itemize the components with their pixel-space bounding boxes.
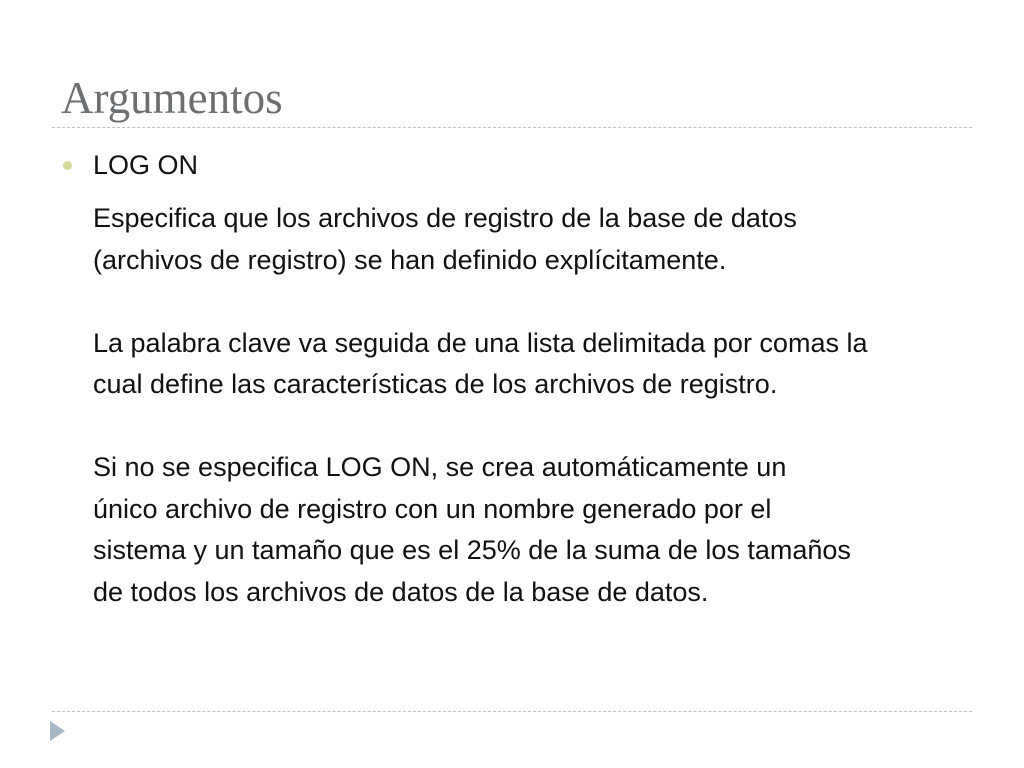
paragraph-definition: Especifica que los archivos de registro de la base de datos (archivos de registro) se han definido explícitamente. bbox=[93, 203, 797, 275]
bullet-item bbox=[93, 146, 973, 184]
paragraph-spacer bbox=[93, 281, 973, 323]
triangle-right-icon[interactable] bbox=[50, 721, 65, 741]
title-divider bbox=[52, 127, 972, 128]
bullet-dot-icon bbox=[63, 161, 72, 170]
paragraph-spacer bbox=[93, 406, 973, 448]
bullet-label: LOG ON bbox=[93, 150, 199, 180]
paragraph-default-behavior: Si no se especifica LOG ON, se crea automáticamente un único archivo de registro con un nombre generado por el sistema y un tamaño que es el 25% de la suma de los tamaños de todos los archivos de datos de la base de datos. bbox=[93, 452, 851, 607]
slide-title: Argumentos bbox=[61, 73, 283, 123]
paragraph-keyword-list: La palabra clave va seguida de una lista delimitada por comas la cual define las características de los archivos de registro. bbox=[93, 327, 868, 399]
footer-divider bbox=[52, 711, 972, 712]
slide-body bbox=[93, 146, 973, 613]
